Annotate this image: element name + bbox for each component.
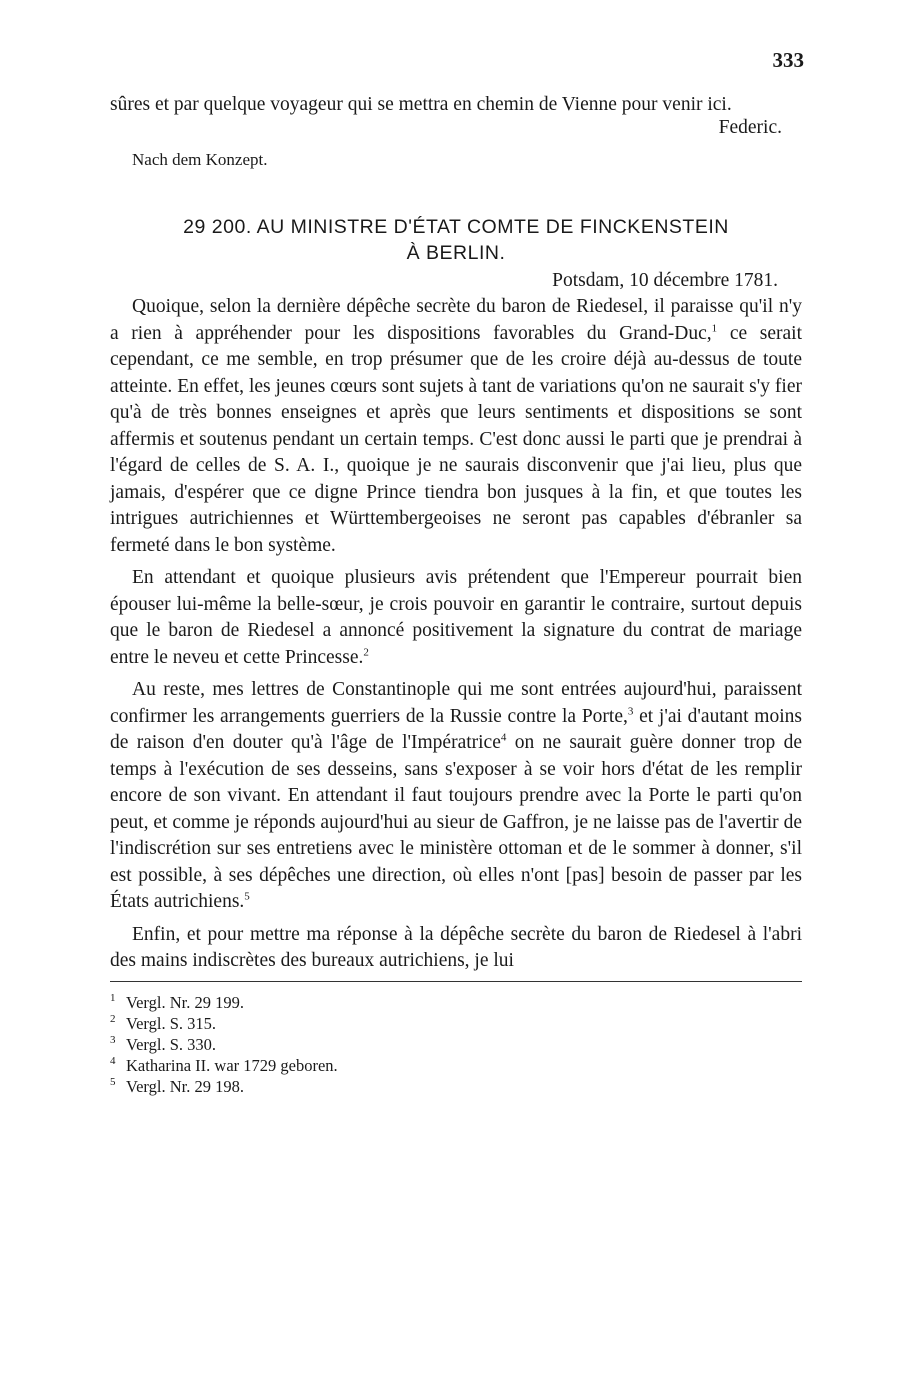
footnote-number: 4 <box>110 1054 116 1067</box>
footnotes <box>110 992 802 1097</box>
footnote-marker: 2 <box>363 646 369 658</box>
source-note: Nach dem Konzept. <box>132 150 268 169</box>
footnote-text: Vergl. Nr. 29 199. <box>126 992 244 1012</box>
signature: Federic. <box>718 116 782 138</box>
footnote-text: Katharina II. war 1729 geboren. <box>126 1055 338 1075</box>
footnote-number: 3 <box>110 1033 116 1046</box>
footnote <box>110 992 802 1013</box>
footnote-rule <box>110 981 802 982</box>
footnote <box>110 1055 802 1076</box>
footnote <box>110 1013 802 1034</box>
carryover-text: sûres et par quelque voyageur qui se mettra en chemin de Vienne pour venir ici. <box>110 94 732 115</box>
paragraph-text: ce serait cependant, ce me semble, en trop présumer que de les croire déjà au-dessus de toute atteinte. En effet, les jeunes cœurs sont sujets à tant de variations qu'on ne saurait s'y fier qu'à de très bonnes enseignes et après que leurs sentiments et dispositions se sont affermis et soutenus pendant un certain temps. C'est donc aussi le parti que je prendrai à l'égard de celles de S. A. I., quoique je ne saurais disconvenir que j'ai lieu, plus que jamais, d'espérer que ce digne Prince tiendra bon jusques à la fin, et que toutes les intrigues autrichiennes et Württembergeoises ne seront pas capables d'ébranler sa fermeté dans le bon système. <box>110 322 802 556</box>
place-date: Potsdam, 10 décembre 1781. <box>552 269 778 291</box>
heading-line-1: 29 200. AU MINISTRE D'ÉTAT COMTE DE FINCKENSTEIN <box>183 215 729 238</box>
heading-line-2: À BERLIN. <box>406 241 506 264</box>
body-paragraph <box>110 565 802 671</box>
paragraph-text: Au reste, mes lettres de Constantinople qui me sont entrées aujourd'hui, paraissent confirmer les arrangements guerriers de la Russie contre la Porte, <box>110 679 802 727</box>
footnote-text: Vergl. S. 315. <box>126 1013 216 1033</box>
body-paragraph <box>110 922 802 975</box>
footnote-text: Vergl. Nr. 29 198. <box>126 1076 244 1096</box>
body-paragraph <box>110 677 802 916</box>
footnote-marker: 3 <box>627 705 634 717</box>
footnote-marker: 5 <box>244 890 250 903</box>
footnote-marker: 1 <box>711 322 718 334</box>
paragraph-text: Enfin, et pour mettre ma réponse à la dépêche secrète du baron de Riedesel à l'abri des mains indiscrètes des bureaux autrichiens, je lui <box>110 923 802 971</box>
body-paragraph <box>110 294 802 559</box>
paragraph-text: Quoique, selon la dernière dépêche secrète du baron de Riedesel, il paraisse qu'il n'y a rien à appréhender pour les dispositions favorables du Grand-Duc, <box>110 296 802 344</box>
page-content <box>110 92 802 1097</box>
page-number: 333 <box>772 48 804 72</box>
footnote-marker: 4 <box>500 731 507 744</box>
letter-body <box>110 294 802 975</box>
paragraph-text: on ne saurait guère donner trop de temps à l'exécution de ses desseins, sans s'exposer à se voir hors d'état de les remplir encore de son vivant. En attendant il faut toujours prendre avec la Porte le parti qu'on peut, et comme je réponds aujourd'hui au sieur de Gaffron, je ne laisse pas de l'avertir de l'indiscrétion sur ses entretiens avec le ministère ottoman et de le sommer à donner, s'il est possible, à ses dépêches une direction, où elles n'ont [pas] besoin de passer par les États autrichiens. <box>110 732 802 912</box>
footnote-number: 5 <box>110 1075 116 1088</box>
letter-heading <box>110 214 802 266</box>
footnote <box>110 1076 802 1097</box>
footnote-text: Vergl. S. 330. <box>126 1034 216 1054</box>
footnote-number: 1 <box>110 991 116 1004</box>
paragraph-text: et j'ai d'autant moins de raison d'en douter qu'à l'âge de l'Impératrice <box>110 705 802 753</box>
footnote-number: 2 <box>110 1012 116 1025</box>
paragraph-text: En attendant et quoique plusieurs avis prétendent que l'Empereur pourrait bien épouser lui-même la belle-sœur, je crois pouvoir en garantir le contraire, surtout depuis que le baron de Riedesel a annoncé positivement la signature du contrat de mariage entre le neveu et cette Princesse. <box>110 567 802 668</box>
footnote <box>110 1034 802 1055</box>
